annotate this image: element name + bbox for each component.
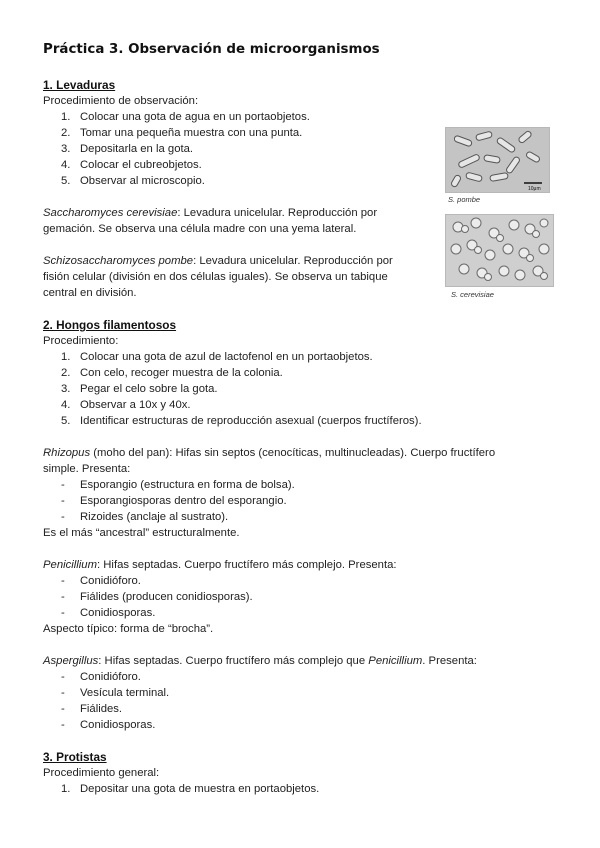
species-name: Penicillium [43, 559, 97, 571]
schizosaccharomyces-paragraph-line: fisión celular (división en dos células iguales). Se observa un tabique [43, 271, 388, 283]
penicillium-note: Aspecto típico: forma de “brocha”. [43, 623, 214, 635]
hongos-step: 3. Pegar el celo sobre la gota. [61, 383, 218, 395]
protistas-step: 1. Depositar una gota de muestra en portaobjetos. [61, 783, 320, 795]
levaduras-intro: Procedimiento de observación: [43, 95, 199, 107]
penicillium-item: - Fiálides (producen conidiosporas). [61, 591, 253, 603]
species-name: Schizosaccharomyces pombe [43, 255, 194, 267]
penicillium-item: - Conidiosporas. [61, 607, 156, 619]
rhizopus-item: - Rizoides (anclaje al sustrato). [61, 511, 229, 523]
hongos-step: 5. Identificar estructuras de reproducción asexual (cuerpos fructíferos). [61, 415, 422, 427]
aspergillus-item: - Conidiosporas. [61, 719, 156, 731]
rod-cells-image [446, 128, 549, 192]
schizosaccharomyces-paragraph: Schizosaccharomyces pombe: Levadura unicelular. Reproducción por [43, 255, 393, 267]
rhizopus-paragraph-line: simple. Presenta: [43, 463, 131, 475]
s-cerevisiae-caption: S. cerevisiae [451, 290, 494, 299]
aspergillus-item: - Conidióforo. [61, 671, 141, 683]
hongos-step: 1. Colocar una gota de azul de lactofenol en un portaobjetos. [61, 351, 373, 363]
rhizopus-item: - Esporangio (estructura en forma de bolsa). [61, 479, 295, 491]
levaduras-step: 2. Tomar una pequeña muestra con una punta. [61, 127, 303, 139]
species-name: Rhizopus [43, 447, 91, 459]
rhizopus-item: - Esporangiosporas dentro del esporangio. [61, 495, 287, 507]
hongos-step: 4. Observar a 10x y 40x. [61, 399, 191, 411]
aspergillus-item: - Fiálides. [61, 703, 123, 715]
saccharomyces-paragraph: Saccharomyces cerevisiae: Levadura unicelular. Reproducción por [43, 207, 378, 219]
section-heading-protistas: 3. Protistas [43, 750, 107, 764]
levaduras-step: 5. Observar al microscopio. [61, 175, 205, 187]
protistas-intro: Procedimiento general: [43, 767, 160, 779]
section-heading-levaduras: 1. Levaduras [43, 78, 116, 92]
hongos-step: 2. Con celo, recoger muestra de la colonia. [61, 367, 283, 379]
scale-bar-label: 10μm [528, 186, 541, 192]
saccharomyces-paragraph-line: gemación. Se observa una célula madre con una yema lateral. [43, 223, 357, 235]
schizosaccharomyces-paragraph-line: central en división. [43, 287, 137, 299]
levaduras-step: 4. Colocar el cubreobjetos. [61, 159, 202, 171]
levaduras-step: 3. Depositarla en la gota. [61, 143, 194, 155]
s-cerevisiae-micrograph [445, 214, 554, 287]
aspergillus-paragraph: Aspergillus: Hifas septadas. Cuerpo fructífero más complejo que Penicillium. Presenta: [43, 655, 477, 667]
s-pombe-caption: S. pombe [448, 195, 481, 204]
hongos-intro: Procedimiento: [43, 335, 119, 347]
levaduras-step: 1. Colocar una gota de agua en un portaobjetos. [61, 111, 310, 123]
page-title: Práctica 3. Observación de microorganismos [43, 42, 380, 57]
section-heading-hongos: 2. Hongos filamentosos [43, 318, 177, 332]
rhizopus-paragraph: Rhizopus (moho del pan): Hifas sin septos (cenocíticas, multinucleadas). Cuerpo fructífero [43, 447, 496, 459]
species-name: Aspergillus [43, 655, 99, 667]
budding-cells-image [446, 215, 553, 286]
penicillium-item: - Conidióforo. [61, 575, 141, 587]
rhizopus-note: Es el más “ancestral” estructuralmente. [43, 527, 240, 539]
penicillium-paragraph: Penicillium: Hifas septadas. Cuerpo fructífero más complejo. Presenta: [43, 559, 397, 571]
s-pombe-micrograph [445, 127, 550, 193]
aspergillus-item: - Vesícula terminal. [61, 687, 170, 699]
species-name: Saccharomyces cerevisiae [43, 207, 178, 219]
species-reference: Penicillium [368, 655, 423, 667]
